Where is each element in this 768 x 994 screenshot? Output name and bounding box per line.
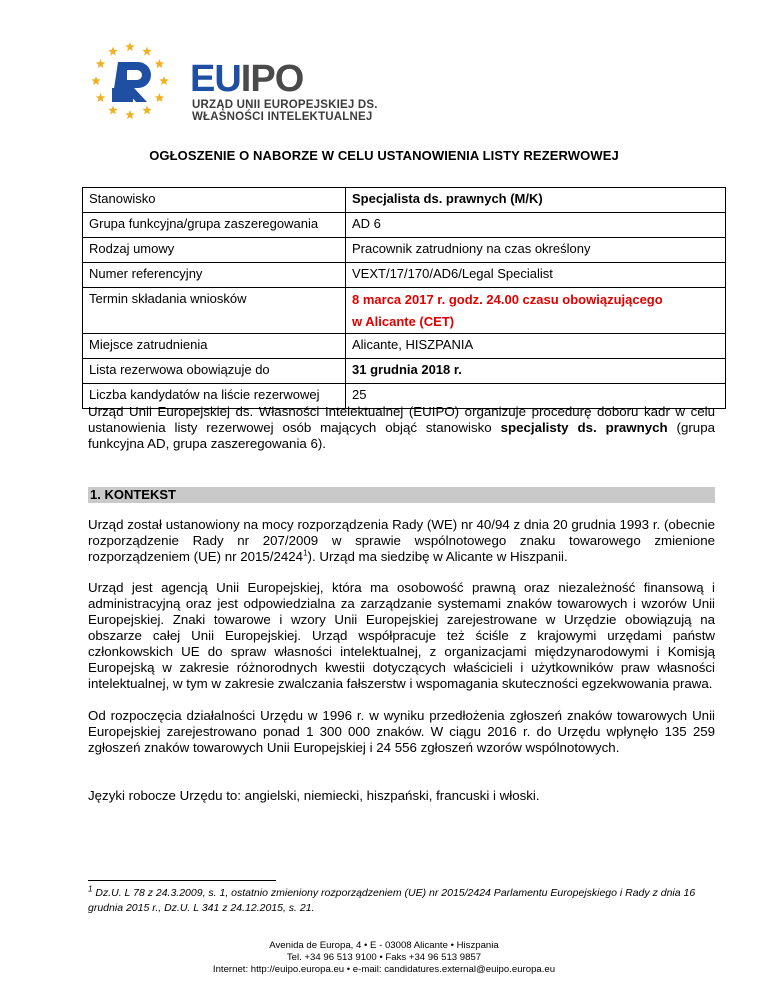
row-value: 25 bbox=[346, 384, 726, 409]
row-label: Stanowisko bbox=[83, 188, 346, 213]
page-title: OGŁOSZENIE O NABORZE W CELU USTANOWIENIA LISTY REZERWOWEJ bbox=[149, 148, 619, 163]
eu-stars-r-logo-icon bbox=[88, 40, 184, 122]
row-label: Lista rezerwowa obowiązuje do bbox=[83, 359, 346, 384]
paragraph-1-text-a: Urząd został ustanowiony na mocy rozporządzenia Rady (WE) nr 40/94 z dnia 20 grudnia 1993 r. (obecnie rozporządzenie Rady nr 207/2009 w sprawie wspólnotowego znaku towarowego zmienione rozporządzeniem (UE) nr 2015/2424 bbox=[88, 517, 715, 564]
footnote-text: Dz.U. L 78 z 24.3.2009, s. 1, ostatnio zmieniony rozporządzeniem (UE) nr 2015/2424 Parlamentu Europejskiego i Rady z dnia 16 grudnia 2015 r., Dz.U. L 341 z 24.12.2015, s. 21. bbox=[88, 887, 696, 914]
paragraph-1-text-b: ). Urząd ma siedzibę w Alicante w Hiszpanii. bbox=[307, 549, 568, 564]
logo-wordmark bbox=[190, 60, 303, 98]
footer-phone: Tel. +34 96 513 9100 • Faks +34 96 513 9857 bbox=[286, 952, 482, 963]
logo-eu: EU bbox=[190, 58, 241, 100]
intro-text-2: (grupa funkcyjna AD, grupa zaszeregowania 6). bbox=[88, 420, 715, 451]
row-value: Specjalista ds. prawnych (M/K) bbox=[346, 188, 726, 213]
star-icon bbox=[142, 47, 152, 56]
footer-internet: Internet: http://euipo.europa.eu • e-mail: candidatures.external@euipo.europa.eu bbox=[212, 964, 556, 975]
footer-address: Avenida de Europa, 4 • E - 03008 Alicante • Hiszpania bbox=[269, 940, 499, 951]
footnote bbox=[88, 886, 718, 916]
row-value: VEXT/17/170/AD6/Legal Specialist bbox=[346, 263, 726, 288]
row-value: 31 grudnia 2018 r. bbox=[346, 359, 726, 384]
star-icon bbox=[155, 93, 165, 102]
paragraph-2: Urząd jest agencją Unii Europejskiej, która ma osobowość prawną oraz niezależność finansową i administracyjną oraz jest odpowiedzialna za zarządzanie systemami znaków towarowych i wzorów Unii Europejskiej. Znaki towarowe i wzory Unii Europejskiej zarejestrowane w Urzędzie obowiązują na obszarze całej Unii Europejskiej. Urząd współpracuje też ściśle z krajowymi urzędami państw członkowskich UE do spraw własności intelektualnej, z organizacjami międzynarodowymi i Komisją Europejską w zakresie różnorodnych kwestii dotyczących właścicieli i użytkowników praw własności intelektualnej, w tym w zakresie zwalczania fałszerstw i wspomagania skuteczności egzekwowania prawa. bbox=[88, 580, 715, 691]
row-value: AD 6 bbox=[346, 213, 726, 238]
row-label: Miejsce zatrudnienia bbox=[83, 334, 346, 359]
table-row bbox=[83, 334, 726, 359]
logo-subtitle-line2: WŁASNOŚCI INTELEKTUALNEJ bbox=[192, 111, 373, 123]
deadline-value bbox=[346, 288, 726, 334]
row-label: Rodzaj umowy bbox=[83, 238, 346, 263]
paragraph-1 bbox=[88, 517, 715, 565]
intro-bold: specjalisty ds. prawnych bbox=[500, 420, 668, 435]
star-icon bbox=[96, 93, 106, 102]
star-icon bbox=[108, 47, 118, 56]
intro-paragraph bbox=[88, 404, 715, 452]
table-row bbox=[83, 263, 726, 288]
star-icon bbox=[159, 76, 169, 85]
table-row bbox=[83, 238, 726, 263]
intro-text-1: Urząd Unii Europejskiej ds. Własności Intelektualnej (EUIPO) organizuje procedurę doboru kadr w celu ustanowienia listy rezerwowej osób mających objąć stanowisko bbox=[88, 404, 715, 435]
table-row bbox=[83, 288, 726, 334]
star-icon bbox=[125, 110, 135, 119]
paragraph-4: Języki robocze Urzędu to: angielski, niemiecki, hiszpański, francuski i włoski. bbox=[88, 788, 540, 803]
section-title: 1. KONTEKST bbox=[90, 487, 176, 502]
section-heading-context bbox=[88, 487, 715, 503]
row-label: Termin składania wniosków bbox=[83, 288, 346, 334]
row-label: Grupa funkcyjna/grupa zaszeregowania bbox=[83, 213, 346, 238]
footnote-ref[interactable]: 1 bbox=[303, 548, 308, 558]
star-icon bbox=[155, 59, 165, 68]
row-label: Numer referencyjny bbox=[83, 263, 346, 288]
logo-subtitle-line1: URZĄD UNII EUROPEJSKIEJ DS. bbox=[192, 99, 378, 111]
table-row bbox=[83, 359, 726, 384]
star-icon bbox=[142, 105, 152, 114]
deadline-line2: w Alicante (CET) bbox=[352, 314, 455, 329]
table-row bbox=[83, 213, 726, 238]
star-icon bbox=[125, 42, 135, 51]
footnote-mark: 1 bbox=[88, 884, 93, 894]
row-value: Alicante, HISZPANIA bbox=[346, 334, 726, 359]
logo-ipo: IPO bbox=[240, 58, 304, 100]
table-row bbox=[83, 188, 726, 213]
star-icon bbox=[96, 59, 106, 68]
euipo-logo bbox=[88, 40, 388, 122]
footnote-divider bbox=[88, 880, 276, 881]
star-icon bbox=[108, 105, 118, 114]
row-value: Pracownik zatrudniony na czas określony bbox=[346, 238, 726, 263]
row-label: Liczba kandydatów na liście rezerwowej bbox=[83, 384, 346, 409]
deadline-line1: 8 marca 2017 r. godz. 24.00 czasu obowiązującego bbox=[352, 292, 663, 307]
star-icon bbox=[91, 76, 101, 85]
paragraph-3: Od rozpoczęcia działalności Urzędu w 1996 r. w wyniku przedłożenia zgłoszeń znaków towarowych Unii Europejskiej zarejestrowano ponad 1 300 000 znaków. W ciągu 2016 r. do Urzędu wpłynęło 135 259 zgłoszeń znaków towarowych Unii Europejskiej i 24 556 zgłoszeń wzorów wspólnotowych. bbox=[88, 708, 715, 755]
vacancy-info-table bbox=[82, 187, 726, 409]
